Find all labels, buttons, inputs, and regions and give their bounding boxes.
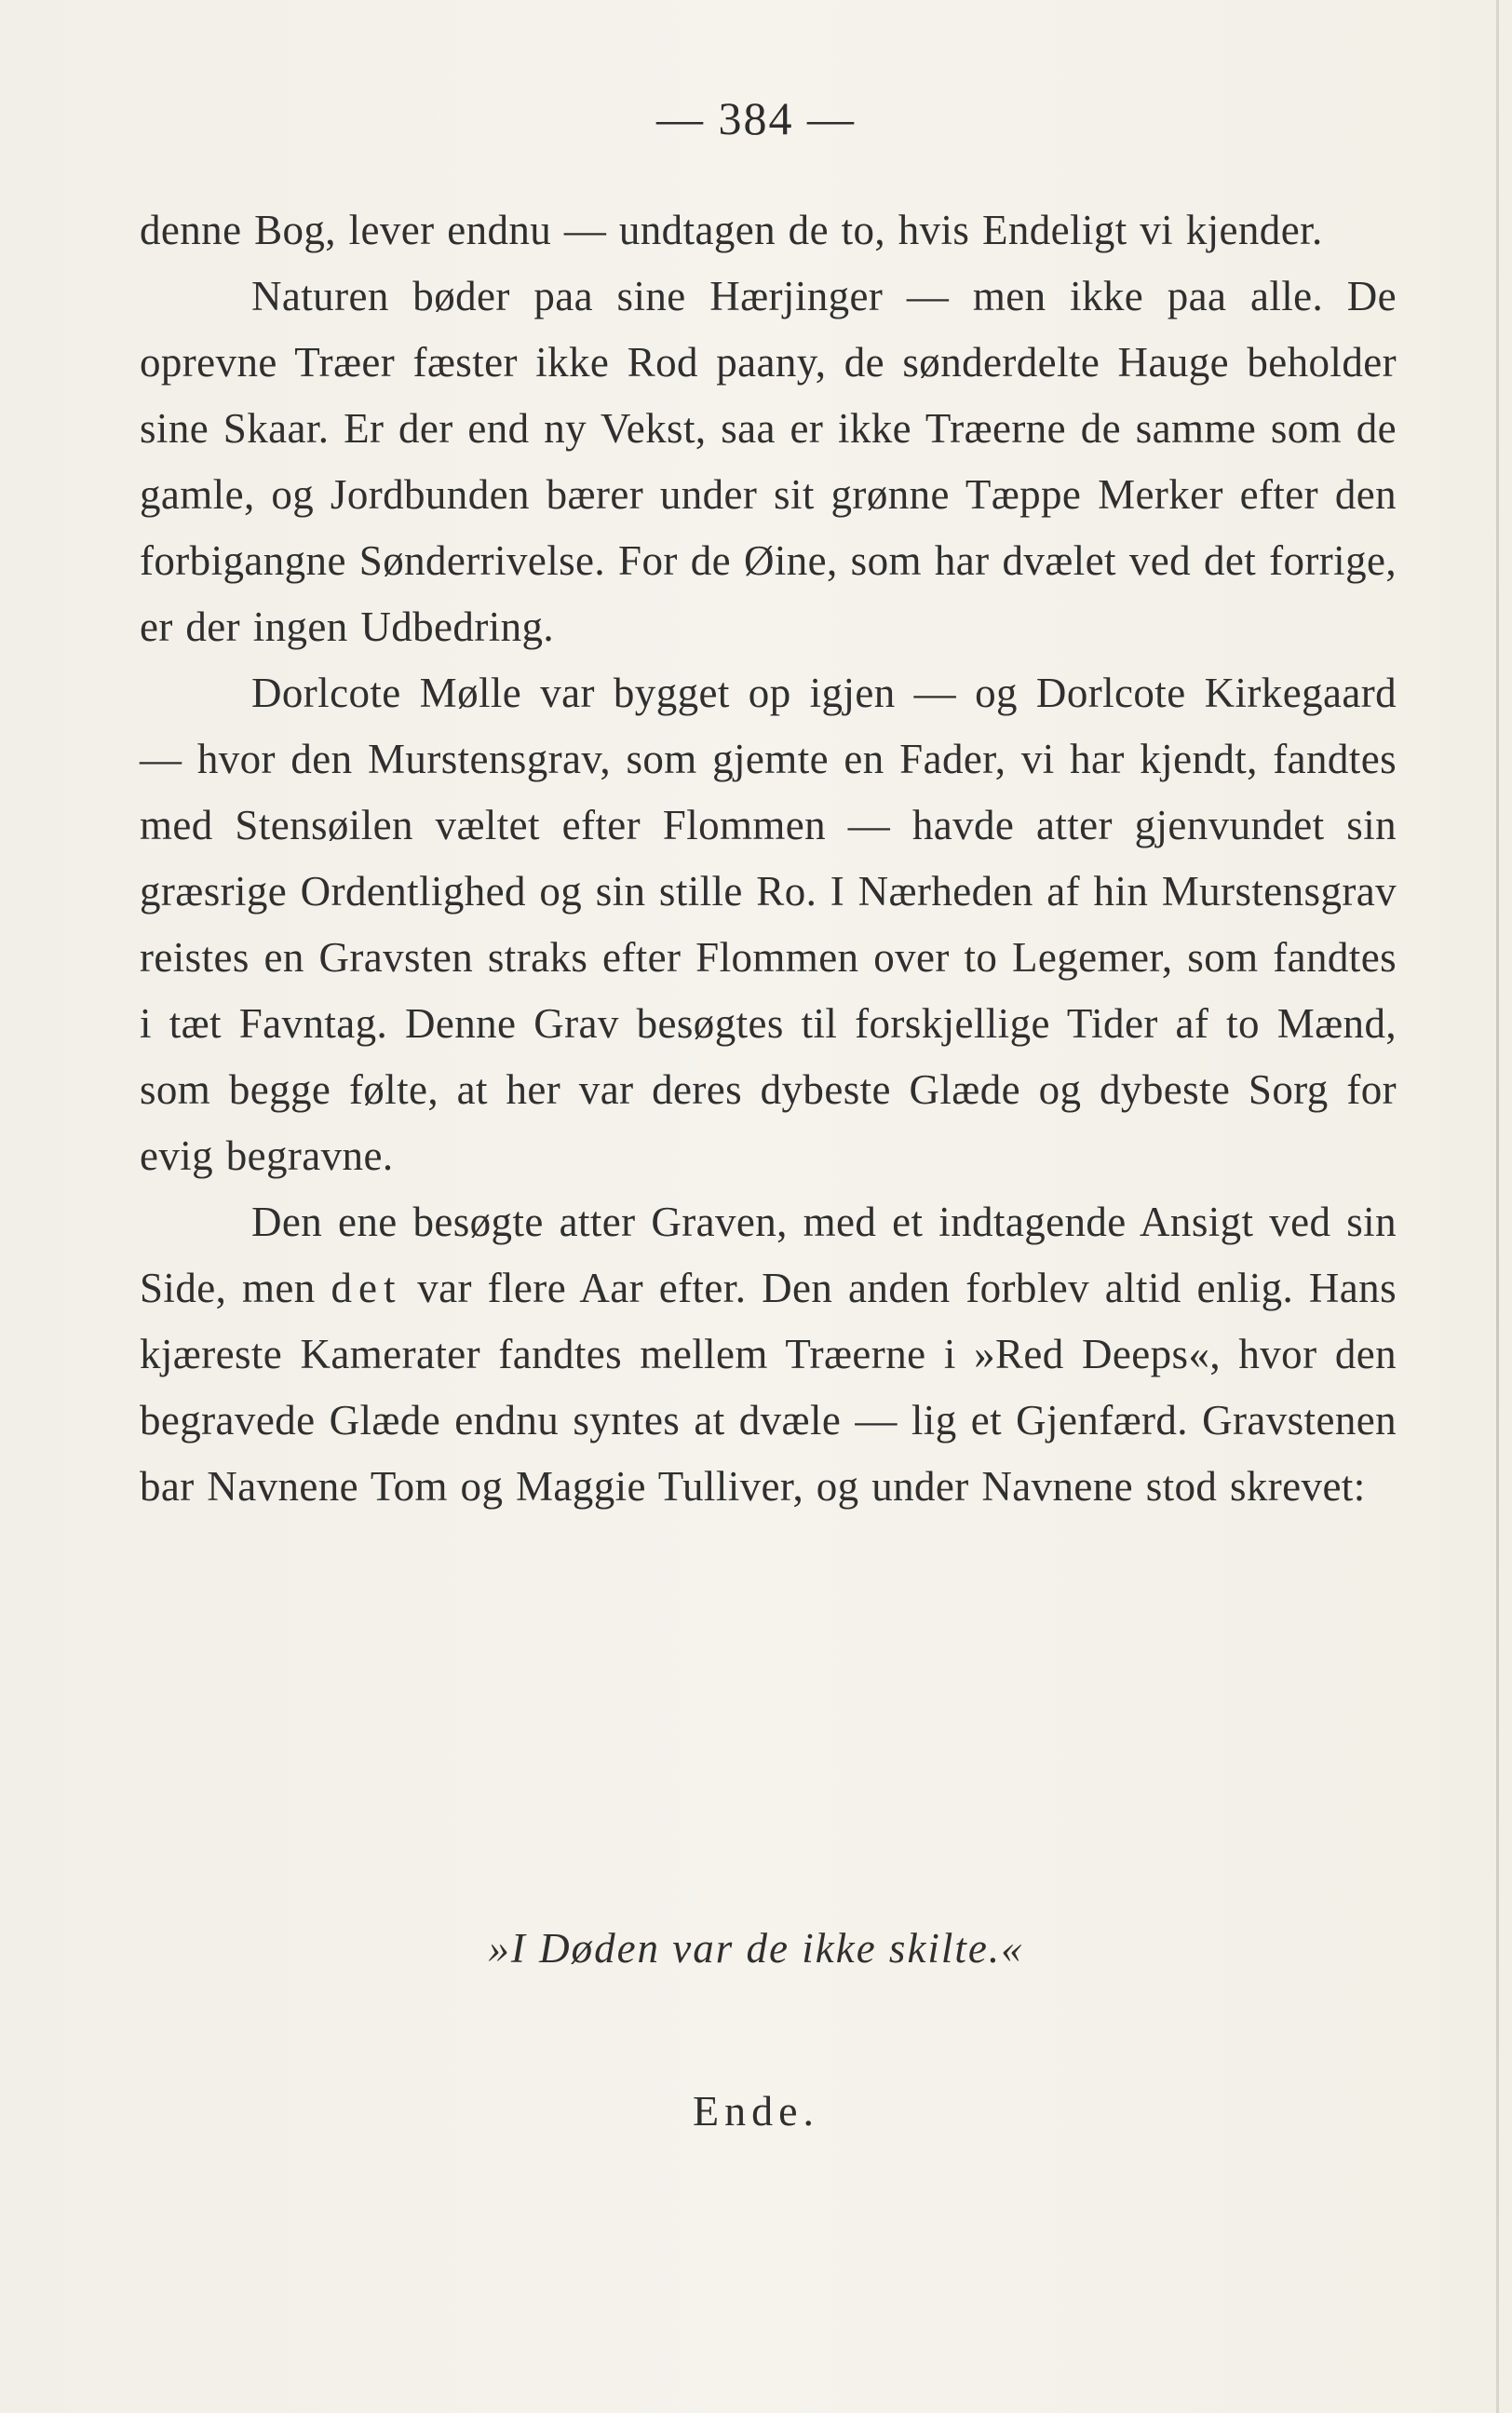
paragraph-4-end: var flere Aar efter. Den anden forblev altid enlig. Hans kjæreste Kamerater fandtes mellem Træerne i »Red Deeps«, hvor den begravede Glæde endnu syntes at dvæle — lig et Gjenfærd. Gravstenen bar Navnene Tom og Maggie Tulliver, og under Navnene stod skrevet: bbox=[140, 1265, 1397, 1510]
body-text bbox=[140, 197, 1397, 1520]
paragraph-4-start: Den ene besøgte atter Graven, med et indtagende Ansigt ved sin Side, men bbox=[140, 1199, 1397, 1311]
epitaph-motto: »I Døden var de ikke skilte.« bbox=[488, 1925, 1024, 1972]
page-edge bbox=[1496, 0, 1499, 2413]
paragraph-4 bbox=[140, 1189, 1397, 1520]
spaced-word: det bbox=[331, 1265, 402, 1311]
ende-text: Ende. bbox=[692, 2087, 819, 2135]
page-number: — 384 — bbox=[656, 92, 856, 144]
paragraph-3: Dorlcote Mølle var bygget op igjen — og Dorlcote Kirkegaard — hvor den Murstensgrav, som gjemte en Fader, vi har kjendt, fandtes med Stensøilen væltet efter Flommen — havde atter gjenvundet sin græsrige Ordentlighed og sin stille Ro. I Nærheden af hin Murstensgrav reistes en Gravsten straks efter Flommen over to Legemer, som fandtes i tæt Favntag. Denne Grav besøgtes til forskjellige Tider af to Mænd, som begge følte, at her var deres dybeste Glæde og dybeste Sorg for evig begravne. bbox=[140, 670, 1397, 1179]
paragraph-1: denne Bog, lever endnu — undtagen de to, hvis Endeligt vi kjender. bbox=[140, 207, 1323, 253]
paragraph-2: Naturen bøder paa sine Hærjinger — men ikke paa alle. De oprevne Træer fæster ikke Rod paany, de sønderdelte Hauge beholder sine Skaar. Er der end ny Vekst, saa er ikke Træerne de samme som de gamle, og Jordbunden bærer under sit grønne Tæppe Merker efter den forbigangne Sønderrivelse. For de Øine, som har dvælet ved det forrige, er der ingen Udbedring. bbox=[140, 273, 1397, 650]
